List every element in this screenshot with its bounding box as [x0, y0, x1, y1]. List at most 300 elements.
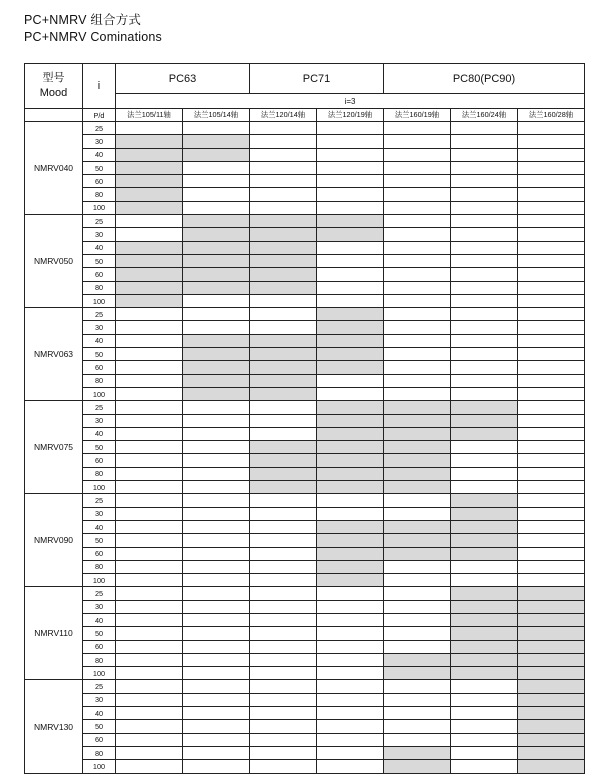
empty-cell	[451, 308, 518, 321]
table-row	[25, 241, 585, 254]
empty-cell	[116, 760, 183, 773]
empty-cell	[116, 733, 183, 746]
empty-cell	[451, 760, 518, 773]
compatible-cell	[183, 361, 250, 374]
compatible-cell	[183, 387, 250, 400]
empty-cell	[317, 627, 384, 640]
empty-cell	[116, 534, 183, 547]
empty-cell	[183, 414, 250, 427]
model-name: NMRV040	[25, 122, 83, 215]
compatible-cell	[384, 454, 451, 467]
compatible-cell	[518, 640, 585, 653]
ratio-value: 60	[83, 454, 116, 467]
compatible-cell	[183, 228, 250, 241]
empty-cell	[384, 387, 451, 400]
empty-cell	[250, 494, 317, 507]
ratio-value: 80	[83, 746, 116, 759]
table-row	[25, 547, 585, 560]
empty-cell	[183, 613, 250, 626]
ratio-value: 30	[83, 600, 116, 613]
empty-cell	[451, 374, 518, 387]
empty-cell	[116, 215, 183, 228]
empty-cell	[183, 627, 250, 640]
empty-cell	[116, 348, 183, 361]
compatible-cell	[518, 693, 585, 706]
compatible-cell	[183, 334, 250, 347]
ratio-value: 100	[83, 667, 116, 680]
compatible-cell	[451, 627, 518, 640]
table-row	[25, 374, 585, 387]
empty-cell	[183, 667, 250, 680]
empty-cell	[116, 707, 183, 720]
compatible-cell	[250, 268, 317, 281]
empty-cell	[183, 520, 250, 533]
ratio-value: 25	[83, 494, 116, 507]
empty-cell	[250, 693, 317, 706]
empty-cell	[116, 321, 183, 334]
empty-cell	[250, 308, 317, 321]
flange-header: 法兰120/14轴	[250, 109, 317, 122]
ratio-value: 80	[83, 653, 116, 666]
empty-cell	[183, 574, 250, 587]
empty-cell	[183, 746, 250, 759]
compatible-cell	[451, 414, 518, 427]
ratio-value: 60	[83, 640, 116, 653]
empty-cell	[384, 188, 451, 201]
compatible-cell	[384, 667, 451, 680]
empty-cell	[384, 254, 451, 267]
compatible-cell	[384, 746, 451, 759]
empty-cell	[384, 135, 451, 148]
flange-blank-cell	[25, 109, 83, 122]
empty-cell	[250, 201, 317, 214]
empty-cell	[317, 640, 384, 653]
empty-cell	[250, 520, 317, 533]
empty-cell	[317, 733, 384, 746]
empty-cell	[183, 401, 250, 414]
ratio-value: 30	[83, 321, 116, 334]
empty-cell	[116, 374, 183, 387]
table-row	[25, 481, 585, 494]
empty-cell	[384, 348, 451, 361]
empty-cell	[518, 161, 585, 174]
compatible-cell	[116, 201, 183, 214]
empty-cell	[183, 441, 250, 454]
compatible-cell	[317, 574, 384, 587]
compatible-cell	[183, 268, 250, 281]
table-row	[25, 627, 585, 640]
title-cn: PC+NMRV 组合方式	[24, 13, 142, 27]
empty-cell	[518, 348, 585, 361]
ratio-value: 25	[83, 308, 116, 321]
ratio-value: 60	[83, 268, 116, 281]
ratio-header: i=3	[116, 94, 585, 109]
empty-cell	[518, 308, 585, 321]
compatible-cell	[451, 507, 518, 520]
ratio-value: 100	[83, 201, 116, 214]
empty-cell	[518, 281, 585, 294]
empty-cell	[116, 361, 183, 374]
ratio-value: 40	[83, 241, 116, 254]
empty-cell	[384, 507, 451, 520]
empty-cell	[384, 321, 451, 334]
model-header	[25, 64, 83, 109]
empty-cell	[116, 308, 183, 321]
empty-cell	[451, 241, 518, 254]
compatible-cell	[250, 334, 317, 347]
table-row	[25, 188, 585, 201]
empty-cell	[317, 175, 384, 188]
compatible-cell	[250, 441, 317, 454]
compatible-cell	[518, 653, 585, 666]
compatible-cell	[116, 254, 183, 267]
compatible-cell	[250, 481, 317, 494]
ratio-value: 100	[83, 294, 116, 307]
table-row	[25, 707, 585, 720]
table-row	[25, 587, 585, 600]
empty-cell	[116, 441, 183, 454]
table-row	[25, 746, 585, 759]
empty-cell	[451, 680, 518, 693]
table-row	[25, 414, 585, 427]
empty-cell	[116, 122, 183, 135]
table-row	[25, 161, 585, 174]
compatible-cell	[451, 547, 518, 560]
empty-cell	[518, 454, 585, 467]
compatible-cell	[116, 135, 183, 148]
compatible-cell	[317, 427, 384, 440]
table-row	[25, 653, 585, 666]
empty-cell	[250, 547, 317, 560]
flange-header: 法兰160/19轴	[384, 109, 451, 122]
model-header-cn: 型号	[42, 72, 65, 84]
empty-cell	[317, 161, 384, 174]
compatible-cell	[183, 215, 250, 228]
empty-cell	[317, 720, 384, 733]
empty-cell	[183, 467, 250, 480]
table-row	[25, 600, 585, 613]
empty-cell	[183, 760, 250, 773]
compatible-cell	[384, 520, 451, 533]
empty-cell	[384, 613, 451, 626]
ratio-value: 60	[83, 361, 116, 374]
empty-cell	[518, 135, 585, 148]
empty-cell	[250, 175, 317, 188]
empty-cell	[384, 294, 451, 307]
page-title	[24, 12, 162, 46]
model-name: NMRV130	[25, 680, 83, 773]
table-row	[25, 175, 585, 188]
ratio-value: 50	[83, 441, 116, 454]
group-header-pc71: PC71	[250, 64, 384, 94]
table-row	[25, 441, 585, 454]
empty-cell	[451, 321, 518, 334]
model-name: NMRV063	[25, 308, 83, 401]
empty-cell	[317, 294, 384, 307]
empty-cell	[384, 693, 451, 706]
empty-cell	[384, 574, 451, 587]
compatible-cell	[317, 308, 384, 321]
empty-cell	[250, 161, 317, 174]
compatible-cell	[250, 215, 317, 228]
empty-cell	[518, 148, 585, 161]
table-row	[25, 454, 585, 467]
ratio-value: 80	[83, 281, 116, 294]
empty-cell	[250, 414, 317, 427]
ratio-value: 30	[83, 414, 116, 427]
empty-cell	[116, 600, 183, 613]
empty-cell	[317, 148, 384, 161]
ratio-value: 25	[83, 215, 116, 228]
empty-cell	[451, 733, 518, 746]
empty-cell	[116, 467, 183, 480]
compatible-cell	[518, 707, 585, 720]
table-row	[25, 387, 585, 400]
empty-cell	[317, 693, 384, 706]
empty-cell	[384, 640, 451, 653]
empty-cell	[518, 241, 585, 254]
ratio-value: 80	[83, 188, 116, 201]
compatible-cell	[317, 334, 384, 347]
empty-cell	[183, 161, 250, 174]
empty-cell	[451, 281, 518, 294]
table-row	[25, 733, 585, 746]
empty-cell	[317, 653, 384, 666]
ratio-value: 60	[83, 547, 116, 560]
empty-cell	[183, 122, 250, 135]
compatible-cell	[384, 427, 451, 440]
empty-cell	[250, 534, 317, 547]
empty-cell	[250, 720, 317, 733]
empty-cell	[250, 627, 317, 640]
empty-cell	[317, 281, 384, 294]
i-header: i	[83, 64, 116, 109]
empty-cell	[518, 294, 585, 307]
empty-cell	[451, 707, 518, 720]
compatible-cell	[183, 348, 250, 361]
compatible-cell	[384, 653, 451, 666]
empty-cell	[451, 348, 518, 361]
empty-cell	[116, 401, 183, 414]
ratio-value: 50	[83, 254, 116, 267]
empty-cell	[384, 560, 451, 573]
empty-cell	[317, 494, 384, 507]
empty-cell	[451, 228, 518, 241]
compatible-cell	[317, 520, 384, 533]
empty-cell	[183, 321, 250, 334]
compatible-cell	[183, 148, 250, 161]
table-row	[25, 760, 585, 773]
empty-cell	[250, 122, 317, 135]
empty-cell	[518, 414, 585, 427]
empty-cell	[183, 653, 250, 666]
empty-cell	[250, 560, 317, 573]
table-row	[25, 534, 585, 547]
ratio-value: 80	[83, 560, 116, 573]
empty-cell	[250, 574, 317, 587]
empty-cell	[183, 707, 250, 720]
ratio-value: 30	[83, 135, 116, 148]
empty-cell	[116, 481, 183, 494]
compatible-cell	[451, 520, 518, 533]
compatible-cell	[518, 600, 585, 613]
header-row-flanges	[25, 109, 585, 122]
empty-cell	[384, 587, 451, 600]
ratio-value: 50	[83, 161, 116, 174]
ratio-value: 50	[83, 534, 116, 547]
empty-cell	[250, 294, 317, 307]
ratio-value: 30	[83, 228, 116, 241]
ratio-value: 100	[83, 760, 116, 773]
compatible-cell	[451, 667, 518, 680]
flange-header: 法兰160/24轴	[451, 109, 518, 122]
compatible-cell	[384, 414, 451, 427]
empty-cell	[451, 467, 518, 480]
empty-cell	[116, 387, 183, 400]
empty-cell	[518, 547, 585, 560]
ratio-value: 40	[83, 334, 116, 347]
table-row	[25, 520, 585, 533]
flange-header: 法兰105/14轴	[183, 109, 250, 122]
empty-cell	[451, 720, 518, 733]
compatible-cell	[317, 441, 384, 454]
table-row	[25, 640, 585, 653]
empty-cell	[384, 334, 451, 347]
empty-cell	[451, 268, 518, 281]
empty-cell	[317, 188, 384, 201]
ratio-value: 50	[83, 348, 116, 361]
title-en: PC+NMRV Cominations	[24, 30, 162, 44]
empty-cell	[317, 201, 384, 214]
ratio-value: 25	[83, 587, 116, 600]
empty-cell	[518, 188, 585, 201]
table-row	[25, 268, 585, 281]
empty-cell	[384, 600, 451, 613]
empty-cell	[116, 746, 183, 759]
ratio-value: 25	[83, 122, 116, 135]
ratio-value: 100	[83, 387, 116, 400]
empty-cell	[518, 201, 585, 214]
empty-cell	[250, 667, 317, 680]
table-row	[25, 693, 585, 706]
empty-cell	[116, 587, 183, 600]
empty-cell	[518, 361, 585, 374]
empty-cell	[384, 720, 451, 733]
ratio-value: 25	[83, 401, 116, 414]
empty-cell	[183, 294, 250, 307]
empty-cell	[518, 321, 585, 334]
compatible-cell	[317, 401, 384, 414]
empty-cell	[384, 228, 451, 241]
ratio-value: 40	[83, 427, 116, 440]
empty-cell	[451, 746, 518, 759]
empty-cell	[183, 547, 250, 560]
empty-cell	[384, 281, 451, 294]
empty-cell	[451, 441, 518, 454]
compatible-cell	[250, 241, 317, 254]
compatible-cell	[451, 427, 518, 440]
ratio-value: 40	[83, 707, 116, 720]
empty-cell	[183, 600, 250, 613]
compatible-cell	[116, 175, 183, 188]
empty-cell	[518, 175, 585, 188]
empty-cell	[317, 600, 384, 613]
empty-cell	[183, 534, 250, 547]
compatible-cell	[250, 254, 317, 267]
compatible-cell	[384, 534, 451, 547]
table-row	[25, 348, 585, 361]
empty-cell	[518, 215, 585, 228]
empty-cell	[518, 441, 585, 454]
empty-cell	[317, 241, 384, 254]
compatible-cell	[183, 281, 250, 294]
empty-cell	[384, 268, 451, 281]
compatible-cell	[116, 281, 183, 294]
pd-header: P/d	[83, 109, 116, 122]
empty-cell	[317, 122, 384, 135]
compatible-cell	[384, 760, 451, 773]
empty-cell	[451, 387, 518, 400]
compatible-cell	[116, 268, 183, 281]
compatible-cell	[250, 281, 317, 294]
empty-cell	[183, 427, 250, 440]
empty-cell	[518, 574, 585, 587]
group-header-pc80: PC80(PC90)	[384, 64, 585, 94]
empty-cell	[183, 733, 250, 746]
compatible-cell	[250, 387, 317, 400]
compatible-cell	[451, 587, 518, 600]
empty-cell	[183, 454, 250, 467]
compatible-cell	[317, 481, 384, 494]
ratio-value: 80	[83, 467, 116, 480]
ratio-value: 30	[83, 693, 116, 706]
compatible-cell	[183, 254, 250, 267]
compatible-cell	[384, 467, 451, 480]
empty-cell	[451, 254, 518, 267]
empty-cell	[317, 135, 384, 148]
empty-cell	[451, 201, 518, 214]
empty-cell	[518, 507, 585, 520]
empty-cell	[518, 254, 585, 267]
empty-cell	[451, 148, 518, 161]
empty-cell	[384, 680, 451, 693]
compatible-cell	[250, 374, 317, 387]
empty-cell	[116, 454, 183, 467]
empty-cell	[317, 760, 384, 773]
compatible-cell	[384, 441, 451, 454]
ratio-value: 60	[83, 175, 116, 188]
compatible-cell	[317, 321, 384, 334]
header-row-groups	[25, 64, 585, 94]
empty-cell	[518, 334, 585, 347]
table-row	[25, 135, 585, 148]
empty-cell	[317, 707, 384, 720]
empty-cell	[451, 574, 518, 587]
empty-cell	[518, 268, 585, 281]
empty-cell	[116, 494, 183, 507]
empty-cell	[384, 122, 451, 135]
compatible-cell	[317, 348, 384, 361]
empty-cell	[250, 653, 317, 666]
compatible-cell	[384, 401, 451, 414]
table-row	[25, 281, 585, 294]
table-row	[25, 494, 585, 507]
table-row	[25, 294, 585, 307]
empty-cell	[518, 520, 585, 533]
empty-cell	[518, 481, 585, 494]
empty-cell	[384, 733, 451, 746]
empty-cell	[384, 161, 451, 174]
